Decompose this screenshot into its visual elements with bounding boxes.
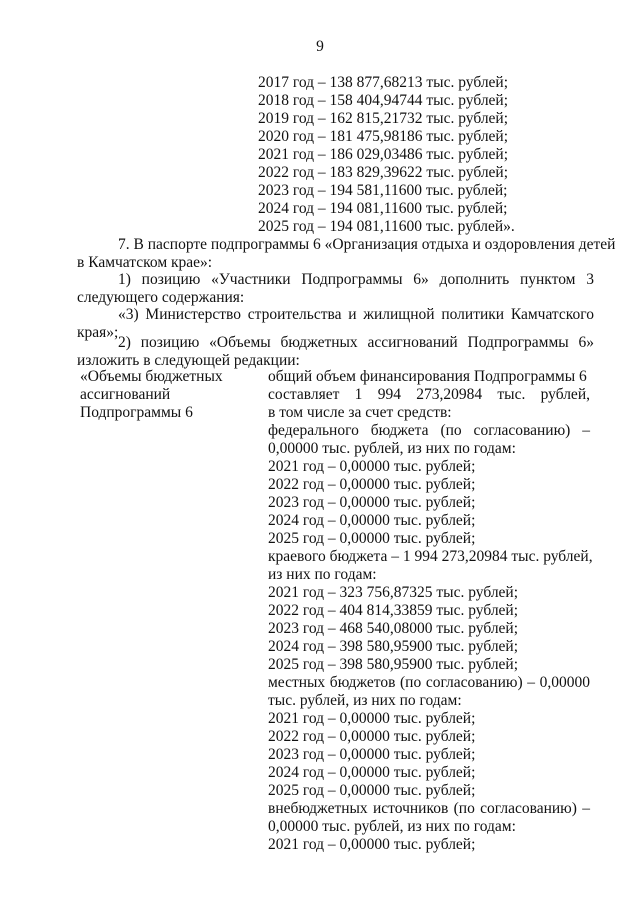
right-cell-line: 2022 год – 0,00000 тыс. рублей; [268,476,476,493]
right-cell-line: 0,00000 тыс. рублей, из них по годам: [268,818,516,835]
right-cell-line: 2023 год – 0,00000 тыс. рублей; [268,746,476,763]
right-cell-line: тыс. рублей, из них по годам: [268,692,462,709]
page-number: 9 [316,38,324,55]
right-cell-line: внебюджетных источников (по согласованию) – [268,800,590,817]
year-line: 2018 год – 158 404,94744 тыс. рублей; [258,92,509,109]
right-cell-line: из них по годам: [268,566,377,583]
right-cell-line: 2021 год – 0,00000 тыс. рублей; [268,458,476,475]
table-right-cell [268,368,593,854]
right-cell-line: краевого бюджета – 1 994 273,20984 тыс. рублей, [268,548,593,565]
paragraph-1-line2: следующего содержания: [77,289,245,306]
left-cell-line: Подпрограммы 6 [80,404,193,421]
year-line: 2025 год – 194 081,11600 тыс. рублей». [258,218,515,235]
right-cell-line: 2024 год – 0,00000 тыс. рублей; [268,764,476,781]
table-left-cell [80,368,255,422]
paragraph-7-line2: в Камчатском крае»: [77,254,213,271]
right-cell-line: 2021 год – 0,00000 тыс. рублей; [268,710,476,727]
right-cell-line: 0,00000 тыс. рублей, из них по годам: [268,440,516,457]
right-cell-line: общий объем финансирования Подпрограммы 6 [268,368,587,385]
year-line: 2022 год – 183 829,39622 тыс. рублей; [258,164,509,181]
right-cell-line: 2025 год – 0,00000 тыс. рублей; [268,782,476,799]
year-line: 2021 год – 186 029,03486 тыс. рублей; [258,146,509,163]
right-cell-line: 2023 год – 468 540,08000 тыс. рублей; [268,620,519,637]
right-cell-line: 2023 год – 0,00000 тыс. рублей; [268,494,476,511]
funding-years-list [258,74,515,236]
right-cell-line: местных бюджетов (по согласованию) – 0,00000 [268,674,590,691]
right-cell-line: федерального бюджета (по согласованию) – [268,422,590,439]
right-cell-line: 2022 год – 404 814,33859 тыс. рублей; [268,602,519,619]
right-cell-line: составляет 1 994 273,20984 тыс. рублей, [268,386,590,403]
right-cell-line: в том числе за счет средств: [268,404,452,421]
paragraph-2-line2: изложить в следующей редакции: [77,352,300,369]
year-line: 2017 год – 138 877,68213 тыс. рублей; [258,74,509,91]
paragraph-3-line1: «3) Министерство строительства и жилищной политики Камчатского [118,306,594,323]
paragraph-7-line1: 7. В паспорте подпрограммы 6 «Организация отдыха и оздоровления детей [118,236,616,253]
right-cell-line: 2021 год – 0,00000 тыс. рублей; [268,836,476,853]
left-cell-line: «Объемы бюджетных [80,368,223,385]
paragraph-1-line1: 1) позицию «Участники Подпрограммы 6» дополнить пунктом 3 [118,271,594,288]
right-cell-line: 2022 год – 0,00000 тыс. рублей; [268,728,476,745]
year-line: 2023 год – 194 581,11600 тыс. рублей; [258,182,508,199]
right-cell-line: 2025 год – 0,00000 тыс. рублей; [268,530,476,547]
left-cell-line: ассигнований [80,386,171,403]
year-line: 2024 год – 194 081,11600 тыс. рублей; [258,200,508,217]
paragraph-3-line2: края»; [77,324,119,341]
paragraph-2-line1: 2) позицию «Объемы бюджетных ассигнований Подпрограммы 6» [118,334,594,351]
right-cell-line: 2024 год – 0,00000 тыс. рублей; [268,512,476,529]
right-cell-line: 2025 год – 398 580,95900 тыс. рублей; [268,656,519,673]
year-line: 2019 год – 162 815,21732 тыс. рублей; [258,110,509,127]
right-cell-line: 2021 год – 323 756,87325 тыс. рублей; [268,584,519,601]
year-line: 2020 год – 181 475,98186 тыс. рублей; [258,128,509,145]
right-cell-line: 2024 год – 398 580,95900 тыс. рублей; [268,638,519,655]
